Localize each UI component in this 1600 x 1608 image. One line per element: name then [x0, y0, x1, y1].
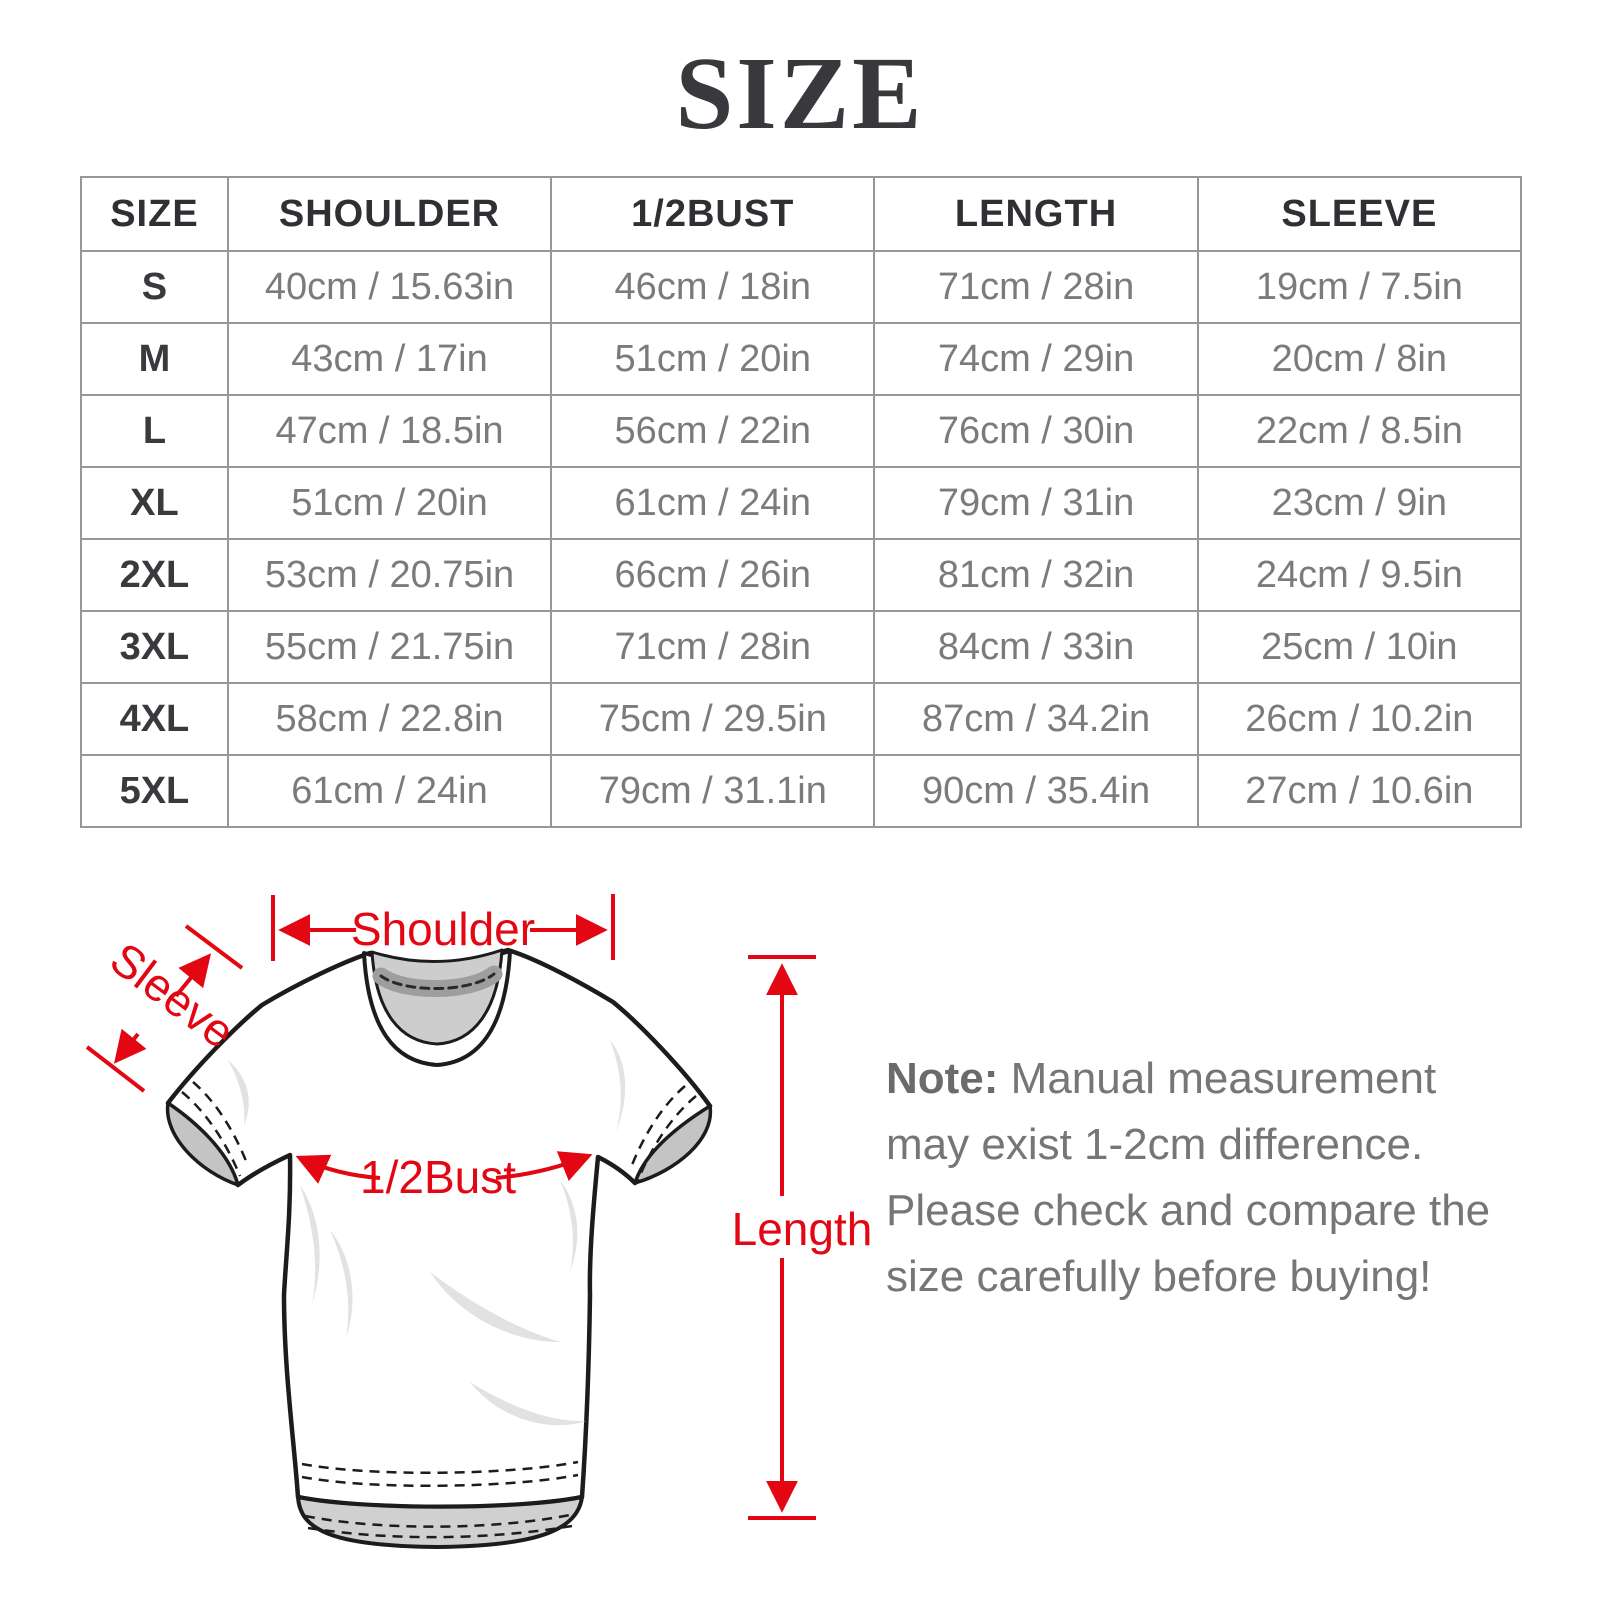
length-cell: 84cm / 33in [874, 611, 1197, 683]
col-header-sleeve: SLEEVE [1198, 177, 1521, 251]
shoulder-cell: 53cm / 20.75in [228, 539, 551, 611]
bust-cell: 71cm / 28in [551, 611, 874, 683]
note-text [886, 1046, 1526, 1310]
shoulder-cell: 55cm / 21.75in [228, 611, 551, 683]
page-title: SIZE [675, 36, 925, 151]
size-cell: M [81, 323, 228, 395]
table-row [81, 683, 1521, 755]
shoulder-cell: 51cm / 20in [228, 467, 551, 539]
length-cell: 74cm / 29in [874, 323, 1197, 395]
col-header-bust: 1/2BUST [551, 177, 874, 251]
size-cell: S [81, 251, 228, 323]
bust-cell: 61cm / 24in [551, 467, 874, 539]
sleeve-cell: 27cm / 10.6in [1198, 755, 1521, 827]
col-header-length: LENGTH [874, 177, 1197, 251]
bust-cell: 51cm / 20in [551, 323, 874, 395]
bust-cell: 66cm / 26in [551, 539, 874, 611]
note-body: Manual measurement may exist 1-2cm difference. Please check and compare the size carefully before buying! [886, 1054, 1491, 1301]
size-table [80, 176, 1522, 828]
table-row [81, 467, 1521, 539]
size-cell: 5XL [81, 755, 228, 827]
length-cell: 81cm / 32in [874, 539, 1197, 611]
sleeve-label: Sleeve [100, 932, 245, 1059]
size-cell: 4XL [81, 683, 228, 755]
length-cell: 71cm / 28in [874, 251, 1197, 323]
sleeve-cell: 26cm / 10.2in [1198, 683, 1521, 755]
size-cell: 2XL [81, 539, 228, 611]
sleeve-cell: 23cm / 9in [1198, 467, 1521, 539]
sleeve-cell: 24cm / 9.5in [1198, 539, 1521, 611]
table-row [81, 323, 1521, 395]
sleeve-cell: 22cm / 8.5in [1198, 395, 1521, 467]
bust-label: 1/2Bust [360, 1151, 516, 1203]
table-row [81, 395, 1521, 467]
table-row [81, 755, 1521, 827]
length-cell: 76cm / 30in [874, 395, 1197, 467]
length-cell: 87cm / 34.2in [874, 683, 1197, 755]
table-row [81, 611, 1521, 683]
tshirt-measurement-diagram [60, 848, 880, 1608]
size-cell: 3XL [81, 611, 228, 683]
col-header-shoulder: SHOULDER [228, 177, 551, 251]
sleeve-cell: 19cm / 7.5in [1198, 251, 1521, 323]
sleeve-cell: 20cm / 8in [1198, 323, 1521, 395]
shoulder-cell: 58cm / 22.8in [228, 683, 551, 755]
tshirt-illustration [168, 950, 711, 1547]
shoulder-label: Shoulder [350, 903, 536, 955]
shoulder-cell: 43cm / 17in [228, 323, 551, 395]
length-cell: 90cm / 35.4in [874, 755, 1197, 827]
bust-cell: 75cm / 29.5in [551, 683, 874, 755]
size-cell: L [81, 395, 228, 467]
length-label: Length [731, 1203, 873, 1255]
bust-cell: 56cm / 22in [551, 395, 874, 467]
bust-cell: 46cm / 18in [551, 251, 874, 323]
sleeve-cell: 25cm / 10in [1198, 611, 1521, 683]
size-cell: XL [81, 467, 228, 539]
note-prefix: Note: [886, 1054, 999, 1103]
shoulder-cell: 61cm / 24in [228, 755, 551, 827]
shoulder-cell: 40cm / 15.63in [228, 251, 551, 323]
bust-cell: 79cm / 31.1in [551, 755, 874, 827]
shoulder-cell: 47cm / 18.5in [228, 395, 551, 467]
table-row [81, 251, 1521, 323]
table-header-row [81, 177, 1521, 251]
length-cell: 79cm / 31in [874, 467, 1197, 539]
col-header-size: SIZE [81, 177, 228, 251]
table-row [81, 539, 1521, 611]
